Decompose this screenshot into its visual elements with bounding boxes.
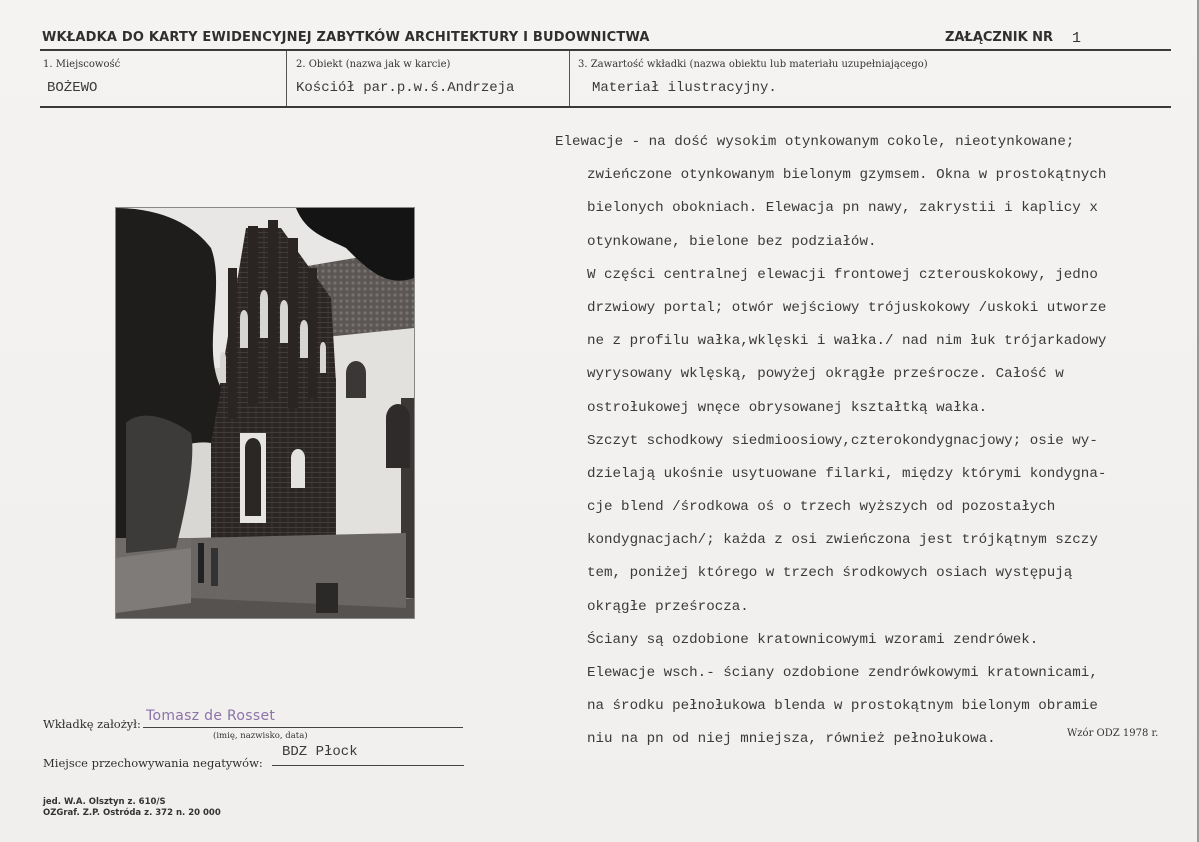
description-line: drzwiowy portal; otwór wejściowy trójuskokowy /uskoki utworze: [587, 299, 1107, 316]
description-line: Elewacje wsch.- ściany ozdobione zendrówkowymi kratownicami,: [587, 665, 1098, 681]
description-line: Szczyt schodkowy siedmioosiowy,czterokondygnacjowy; osie wy-: [587, 432, 1098, 449]
church-photograph: [116, 208, 414, 618]
description-line: zwieńczone otynkowanym bielonym gzymsem. Okna w prostokątnych: [587, 167, 1107, 184]
author-underline: [143, 727, 463, 728]
contents-value: Materiał ilustracyjny.: [592, 80, 777, 96]
header-rule: [40, 49, 1171, 51]
field-divider-1: [286, 51, 287, 106]
field-divider-2: [569, 51, 570, 106]
storage-label: Miejsce przechowywania negatywów:: [43, 756, 263, 770]
description-line: cje blend /środkowa oś o trzech wyższych od pozostałych: [587, 499, 1056, 516]
description-line: otynkowane, bielone bez podziałów.: [587, 233, 877, 250]
annex-label: ZAŁĄCZNIK NR: [945, 30, 1054, 45]
description-line: wyrysowany wklęską, powyżej okrągłe prześrocze. Całość w: [587, 366, 1064, 383]
fields-rule: [40, 106, 1171, 108]
object-label: 2. Obiekt (nazwa jak w karcie): [296, 59, 451, 70]
print-line-2: OZGraf. Z.P. Ostróda z. 372 n. 20 000: [43, 808, 221, 818]
author-hint: (imię, nazwisko, data): [213, 731, 308, 741]
description-line: dzielają ukośnie usytuowane filarki, między którymi kondygna-: [587, 465, 1107, 482]
description-line: niu na pn od niej mniejsza, również pełnołukowa.: [587, 731, 996, 748]
description-line: na środku pełnołukowa blenda w prostokątnym bielonym obramie: [587, 698, 1098, 715]
description-line: W części centralnej elewacji frontowej czterouskokowy, jedno: [587, 266, 1098, 283]
church-photo-drawing: [116, 208, 414, 618]
card-title: WKŁADKA DO KARTY EWIDENCYJNEJ ZABYTKÓW ARCHITEKTURY I BUDOWNICTWA: [42, 30, 650, 45]
storage-underline: [272, 765, 464, 766]
author-label: Wkładkę założył:: [43, 717, 141, 731]
description-line: tem, poniżej którego w trzech środkowych osiach występują: [587, 565, 1073, 582]
locality-value: BOŻEWO: [47, 80, 98, 96]
description-line: kondygnacjach/; każda z osi zwieńczona jest trójkątnym szczy: [587, 532, 1098, 549]
description-line: okrągłe prześrocza.: [587, 598, 749, 615]
storage-value: BDZ Płock: [282, 744, 358, 760]
description-line: Ściany są ozdobione kratownicowymi wzorami zendrówek.: [587, 631, 1039, 648]
description-line: Elewacje - na dość wysokim otynkowanym cokole, nieotynkowane;: [555, 134, 1075, 150]
description-line: bielonych obokniach. Elewacja pn nawy, zakrystii i kaplicy x: [587, 200, 1098, 217]
description-line: ne z profilu wałka,wklęski i wałka./ nad nim łuk trójarkadowy: [587, 333, 1107, 350]
contents-label: 3. Zawartość wkładki (nazwa obiektu lub materiału uzupełniającego): [578, 59, 928, 70]
form-reference: Wzór ODZ 1978 r.: [1067, 728, 1159, 739]
annex-number: 1: [1072, 30, 1082, 47]
locality-label: 1. Miejscowość: [43, 59, 121, 70]
object-value: Kościół par.p.w.ś.Andrzeja: [296, 80, 515, 96]
author-stamp: Tomasz de Rosset: [146, 708, 276, 724]
print-line-1: jed. W.A. Olsztyn z. 610/S: [43, 797, 166, 807]
description-text: [555, 126, 1175, 757]
description-line: ostrołukowej wnęce obrysowanej kształtką wałka.: [587, 399, 988, 416]
